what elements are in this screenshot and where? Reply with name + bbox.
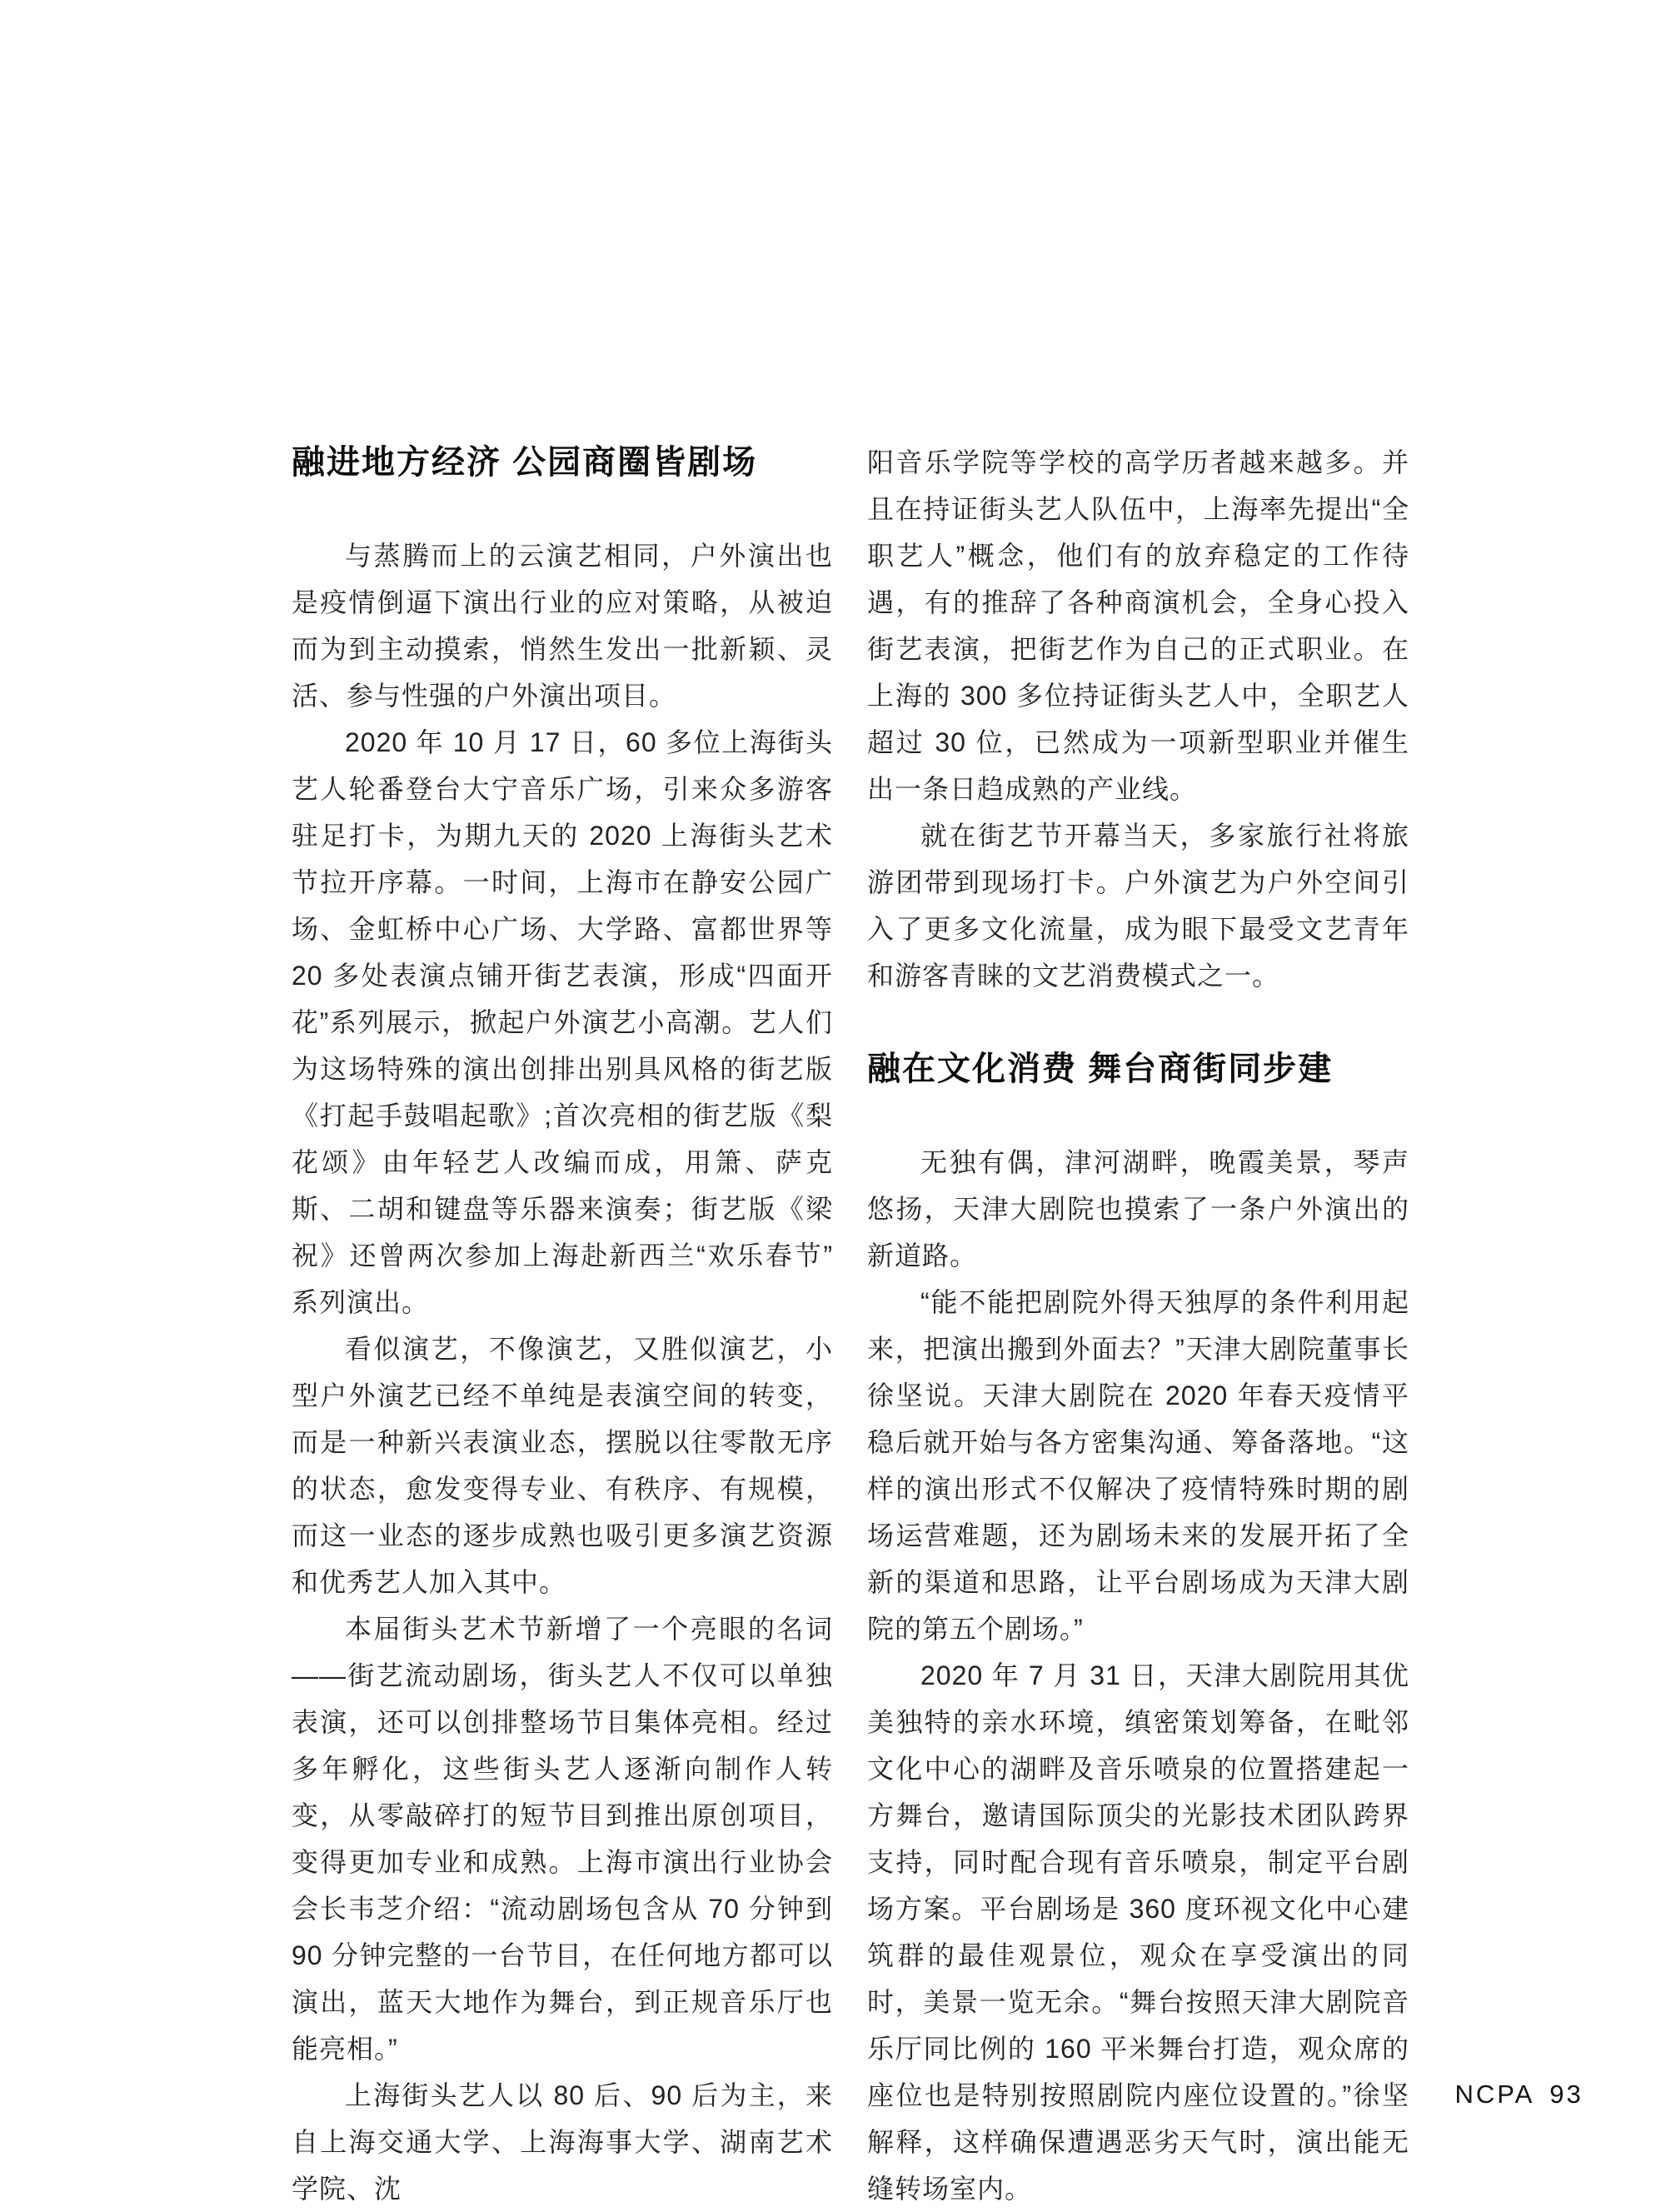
page-footer: [1416, 2050, 1584, 2140]
paragraph: 看似演艺，不像演艺，又胜似演艺，小型户外演艺已经不单纯是表演空间的转变，而是一种新兴表演业态，摆脱以往零散无序的状态，愈发变得专业、有秩序、有规模，而这一业态的逐步成熟也吸引更多演艺资源和优秀艺人加入其中。: [292, 1334, 833, 1597]
paragraph: 2020 年 7 月 31 日，天津大剧院用其优美独特的亲水环境，缜密策划筹备，在毗邻文化中心的湖畔及音乐喷泉的位置搭建起一方舞台，邀请国际顶尖的光影技术团队跨界支持，同时配合现有音乐喷泉，制定平台剧场方案。平台剧场是 360 度环视文化中心建筑群的最佳观景位，观众在享受演出的同时，美景一览无余。“舞台按照天津大剧院音乐厅同比例的 160 平米舞台打造，观众席的座位也是特别按照剧院内座位设置的。”徐坚解释，这样确保遭遇恶劣天气时，演出能无缝转场室内。: [867, 1660, 1409, 2204]
paragraph: 与蒸腾而上的云演艺相同，户外演出也是疫情倒逼下演出行业的应对策略，从被迫而为到主动摸索，悄然生发出一批新颖、灵活、参与性强的户外演出项目。: [292, 541, 833, 711]
section-heading-culture-consumption: 融在文化消费 舞台商街同步建: [867, 1051, 1334, 1087]
paragraph: 2020 年 10 月 17 日，60 多位上海街头艺人轮番登台大宁音乐广场，引来众多游客驻足打卡，为期九天的 2020 上海街头艺术节拉开序幕。一时间，上海市在静安公园广场、金虹桥中心广场、大学路、富都世界等 20 多处表演点铺开街艺表演，形成“四面开花”系列展示，掀起户外演艺小高潮。艺人们为这场特殊的演出创排出别具风格的街艺版《打起手鼓唱起歌》;首次亮相的街艺版《梨花颂》由年轻艺人改编而成，用箫、萨克斯、二胡和键盘等乐器来演奏；街艺版《梁祝》还曾两次参加上海赴新西兰“欢乐春节”系列演出。: [292, 727, 833, 1317]
footer-brand: NCPA: [1454, 2080, 1535, 2109]
paragraph: “能不能把剧院外得天独厚的条件利用起来，把演出搬到外面去？”天津大剧院董事长徐坚说。天津大剧院在 2020 年春天疫情平稳后就开始与各方密集沟通、筹备落地。“这样的演出形式不仅解决了疫情特殊时期的剧场运营难题，还为剧场未来的发展开拓了全新的渠道和思路，让平台剧场成为天津大剧院的第五个剧场。”: [867, 1287, 1409, 1644]
page-number: 93: [1549, 2080, 1584, 2109]
paragraph: 本届街头艺术节新增了一个亮眼的名词——街艺流动剧场，街头艺人不仅可以单独表演，还可以创排整场节目集体亮相。经过多年孵化，这些街头艺人逐渐向制作人转变，从零敲碎打的短节目到推出原创项目，变得更加专业和成熟。上海市演出行业协会会长韦芝介绍：“流动剧场包含从 70 分钟到 90 分钟完整的一台节目，在任何地方都可以演出，蓝天大地作为舞台，到正规音乐厅也能亮相。”: [292, 1614, 833, 2064]
article-column-right: [867, 439, 1409, 2212]
paragraph: 上海街头艺人以 80 后、90 后为主，来自上海交通大学、上海海事大学、湖南艺术学院、沈: [292, 2080, 833, 2204]
paragraph: 无独有偶，津河湖畔，晚霞美景，琴声悠扬，天津大剧院也摸索了一条户外演出的新道路。: [867, 1147, 1409, 1271]
section-heading-local-economy: 融进地方经济 公园商圈皆剧场: [292, 444, 758, 481]
paragraph-continuation: 阳音乐学院等学校的高学历者越来越多。并且在持证街头艺人队伍中，上海率先提出“全职艺人”概念，他们有的放弃稳定的工作待遇，有的推辞了各种商演机会，全身心投入街艺表演，把街艺作为自己的正式职业。在上海的 300 多位持证街头艺人中，全职艺人超过 30 位，已然成为一项新型职业并催生出一条日趋成熟的产业线。: [867, 447, 1409, 804]
article-column-left: [292, 439, 833, 2212]
paragraph: 就在街艺节开幕当天，多家旅行社将旅游团带到现场打卡。户外演艺为户外空间引入了更多文化流量，成为眼下最受文艺青年和游客青睐的文艺消费模式之一。: [867, 821, 1409, 991]
